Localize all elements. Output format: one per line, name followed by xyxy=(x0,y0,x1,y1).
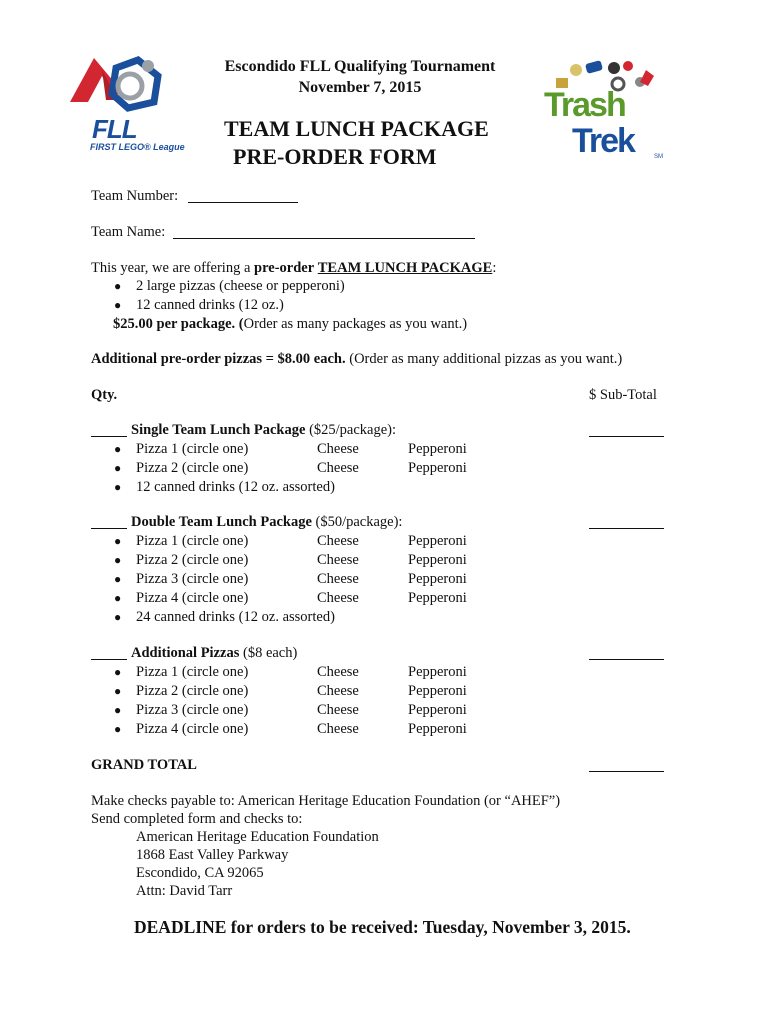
bullet-icon: ● xyxy=(114,298,122,312)
cheese-option[interactable]: Cheese xyxy=(317,721,359,737)
package-price: $25.00 per package. (Order as many packages as you want.) xyxy=(113,316,468,332)
payment-payable: Make checks payable to: American Heritage Education Foundation (or “AHEF”) xyxy=(91,793,561,809)
team-number-field[interactable] xyxy=(188,188,298,203)
double-package-title: Double Team Lunch Package ($50/package): xyxy=(131,514,403,530)
trash-trek-logo xyxy=(542,56,672,166)
pizza-label: Pizza 2 (circle one) xyxy=(136,683,249,699)
cheese-option[interactable]: Cheese xyxy=(317,590,359,606)
cheese-option[interactable]: Cheese xyxy=(317,441,359,457)
event-name: Escondido FLL Qualifying Tournament xyxy=(224,58,496,75)
grand-total-field[interactable] xyxy=(589,757,664,772)
trash-trek-line2: Trek xyxy=(572,122,634,160)
bullet-icon: ● xyxy=(114,480,122,494)
pizza-label: Pizza 3 (circle one) xyxy=(136,571,249,587)
form-title-line1: TEAM LUNCH PACKAGE xyxy=(224,116,489,141)
pepperoni-option[interactable]: Pepperoni xyxy=(408,533,467,549)
deadline-notice: DEADLINE for orders to be received: Tuesday, November 3, 2015. xyxy=(134,917,631,937)
extra-pizzas-title: Additional Pizzas ($8 each) xyxy=(131,645,298,661)
bullet-icon: ● xyxy=(114,442,122,456)
fll-logo-subtext: FIRST LEGO® League xyxy=(90,142,185,152)
team-name-field[interactable] xyxy=(173,224,475,239)
bullet-icon: ● xyxy=(114,572,122,586)
pepperoni-option[interactable]: Pepperoni xyxy=(408,702,467,718)
pizza-label: Pizza 2 (circle one) xyxy=(136,552,249,568)
bullet-icon: ● xyxy=(114,610,122,624)
address-line: American Heritage Education Foundation xyxy=(136,829,379,845)
double-qty-field[interactable] xyxy=(91,514,127,529)
intro-item-1: 2 large pizzas (cheese or pepperoni) xyxy=(136,278,345,294)
trash-trek-line1: Trash xyxy=(544,86,625,124)
fll-logo-text: FLL xyxy=(92,114,137,144)
payment-send: Send completed form and checks to: xyxy=(91,811,303,827)
subtotal-header: $ Sub-Total xyxy=(589,387,657,403)
extra-qty-field[interactable] xyxy=(91,645,127,660)
cheese-option[interactable]: Cheese xyxy=(317,460,359,476)
drinks-item: 24 canned drinks (12 oz. assorted) xyxy=(136,609,335,625)
pizza-label: Pizza 1 (circle one) xyxy=(136,441,249,457)
cheese-option[interactable]: Cheese xyxy=(317,683,359,699)
single-qty-field[interactable] xyxy=(91,422,127,437)
cheese-option[interactable]: Cheese xyxy=(317,571,359,587)
event-date: November 7, 2015 xyxy=(298,79,422,96)
grand-total-label: GRAND TOTAL xyxy=(91,757,197,773)
bullet-icon: ● xyxy=(114,684,122,698)
drinks-item: 12 canned drinks (12 oz. assorted) xyxy=(136,479,335,495)
intro-item-2: 12 canned drinks (12 oz.) xyxy=(136,297,284,313)
address-line: 1868 East Valley Parkway xyxy=(136,847,289,863)
pepperoni-option[interactable]: Pepperoni xyxy=(408,721,467,737)
qty-header: Qty. xyxy=(91,387,118,403)
pizza-label: Pizza 3 (circle one) xyxy=(136,702,249,718)
pizza-label: Pizza 4 (circle one) xyxy=(136,721,249,737)
pizza-label: Pizza 1 (circle one) xyxy=(136,533,249,549)
trash-trek-mark: SM xyxy=(654,154,663,160)
pepperoni-option[interactable]: Pepperoni xyxy=(408,571,467,587)
bullet-icon: ● xyxy=(114,703,122,717)
bullet-icon: ● xyxy=(114,665,122,679)
cheese-option[interactable]: Cheese xyxy=(317,664,359,680)
pepperoni-option[interactable]: Pepperoni xyxy=(408,590,467,606)
bullet-icon: ● xyxy=(114,553,122,567)
pepperoni-option[interactable]: Pepperoni xyxy=(408,664,467,680)
pepperoni-option[interactable]: Pepperoni xyxy=(408,441,467,457)
team-number-label: Team Number: xyxy=(91,188,179,204)
bullet-icon: ● xyxy=(114,461,122,475)
bullet-icon: ● xyxy=(114,591,122,605)
single-subtotal-field[interactable] xyxy=(589,422,664,437)
extra-subtotal-field[interactable] xyxy=(589,645,664,660)
double-subtotal-field[interactable] xyxy=(589,514,664,529)
cheese-option[interactable]: Cheese xyxy=(317,702,359,718)
single-package-title: Single Team Lunch Package ($25/package): xyxy=(131,422,397,438)
bullet-icon: ● xyxy=(114,279,122,293)
pepperoni-option[interactable]: Pepperoni xyxy=(408,460,467,476)
cheese-option[interactable]: Cheese xyxy=(317,552,359,568)
pizza-label: Pizza 4 (circle one) xyxy=(136,590,249,606)
intro-text: This year, we are offering a pre-order TEAM LUNCH PACKAGE: xyxy=(91,260,497,276)
pepperoni-option[interactable]: Pepperoni xyxy=(408,552,467,568)
pizza-label: Pizza 2 (circle one) xyxy=(136,460,249,476)
team-name-label: Team Name: xyxy=(91,224,166,240)
address-line: Attn: David Tarr xyxy=(136,883,233,899)
form-title-line2: PRE-ORDER FORM xyxy=(233,144,437,169)
pepperoni-option[interactable]: Pepperoni xyxy=(408,683,467,699)
bullet-icon: ● xyxy=(114,722,122,736)
bullet-icon: ● xyxy=(114,534,122,548)
cheese-option[interactable]: Cheese xyxy=(317,533,359,549)
pizza-label: Pizza 1 (circle one) xyxy=(136,664,249,680)
additional-pizza-note: Additional pre-order pizzas = $8.00 each. (Order as many additional pizzas as you want.) xyxy=(91,351,623,367)
address-line: Escondido, CA 92065 xyxy=(136,865,264,881)
